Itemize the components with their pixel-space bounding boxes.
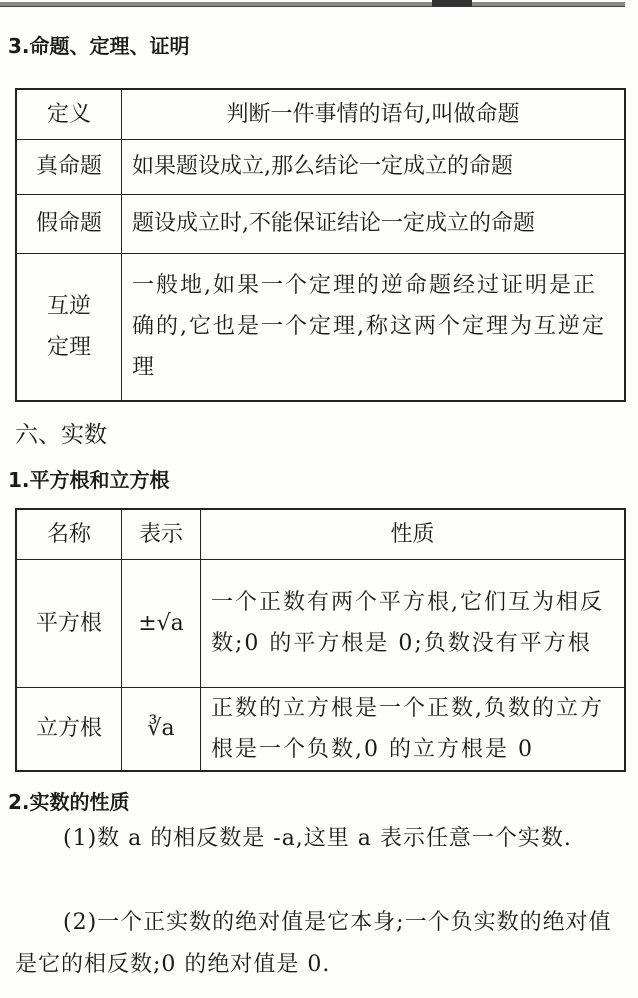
term-cell: 互逆定理: [16, 253, 122, 401]
page-top-rule: [0, 2, 625, 7]
propositions-table: [15, 88, 626, 402]
desc-cell: 判断一件事情的语句,叫做命题: [122, 89, 626, 139]
header-property: 性质: [201, 509, 626, 559]
name-cell: 立方根: [16, 687, 122, 771]
header-name: 名称: [16, 509, 122, 559]
notation-cell: ∛a: [122, 687, 201, 771]
table-row: [16, 253, 625, 401]
paragraph-absolute-value: (2)一个正实数的绝对值是它本身;一个负实数的绝对值是它的相反数;0 的绝对值是 0.: [15, 910, 612, 977]
term-cell: 真命题: [16, 139, 122, 194]
desc-cell: 题设成立时,不能保证结论一定成立的命题: [122, 194, 626, 253]
table-row: [16, 559, 625, 687]
term-cell: 假命题: [16, 194, 122, 253]
header-notation: 表示: [122, 509, 201, 559]
term-cell: 定义: [16, 89, 122, 139]
roots-table: [15, 508, 626, 772]
page-top-mark: [432, 0, 472, 7]
notation-cell: ±√a: [122, 559, 201, 687]
chapter-heading-real-numbers: 六、实数: [15, 422, 107, 448]
section-heading-roots: 1.平方根和立方根: [8, 468, 170, 492]
desc-cell: 一般地,如果一个定理的逆命题经过证明是正确的,它也是一个定理,称这两个定理为互逆定理: [122, 253, 626, 401]
table-row: [16, 89, 625, 139]
section-heading-properties: 2.实数的性质: [8, 790, 130, 814]
property-cell: 一个正数有两个平方根,它们互为相反数;0 的平方根是 0;负数没有平方根: [201, 559, 626, 687]
table-row: [16, 139, 625, 194]
table-header-row: [16, 509, 625, 559]
name-cell: 平方根: [16, 559, 122, 687]
table-row: [16, 687, 625, 771]
paragraph-opposite: (1)数 a 的相反数是 -a,这里 a 表示任意一个实数.: [63, 826, 572, 851]
table-row: [16, 194, 625, 253]
desc-cell: 如果题设成立,那么结论一定成立的命题: [122, 139, 626, 194]
property-cell: 正数的立方根是一个正数,负数的立方根是一个负数,0 的立方根是 0: [201, 687, 626, 771]
section-heading-propositions: 3.命题、定理、证明: [8, 34, 190, 58]
